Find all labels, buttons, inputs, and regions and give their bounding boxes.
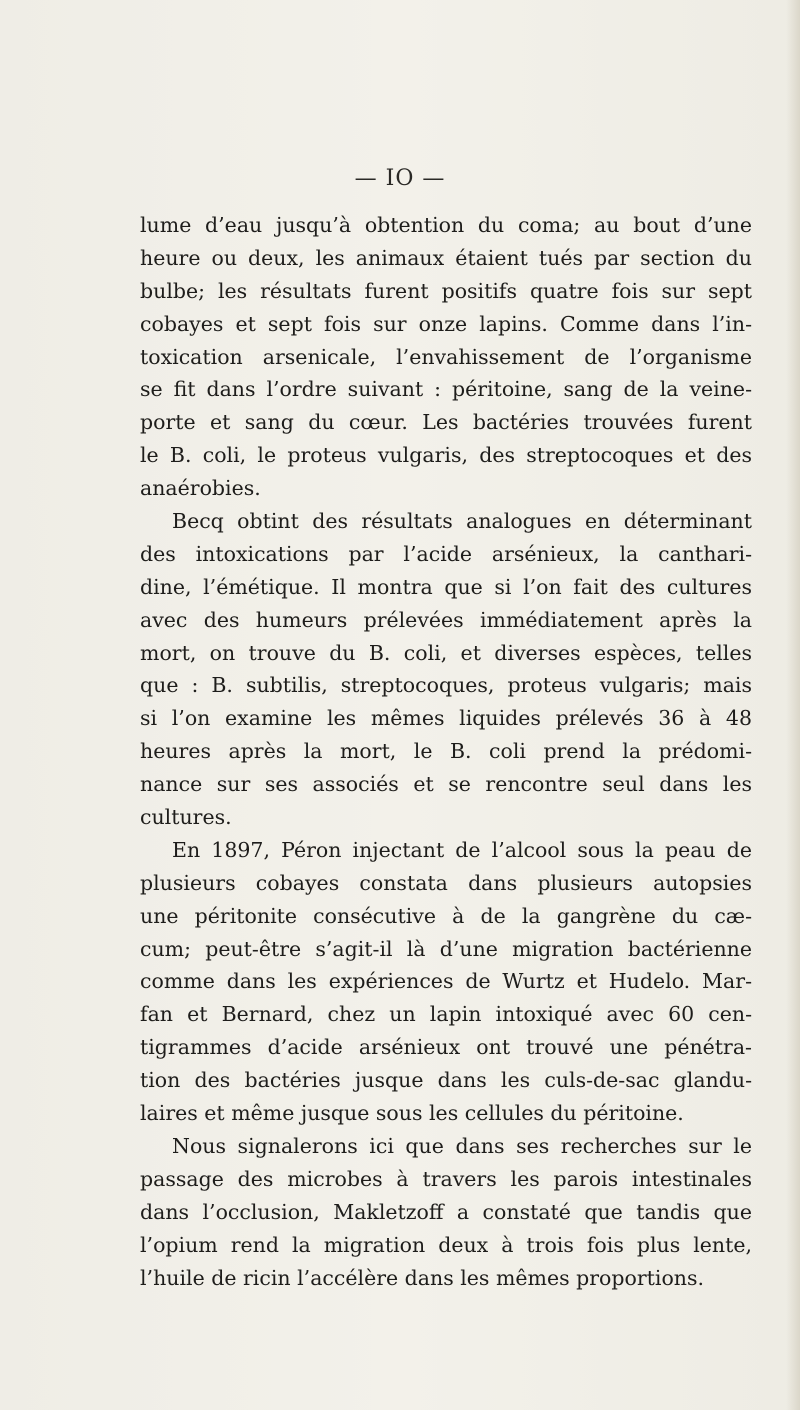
text-line-paragraph-end: laires et même jusque sous les cellules du péritoine.: [140, 1101, 684, 1126]
text-line-paragraph-end: l’huile de ricin l’accélère dans les mêmes proportions.: [140, 1265, 705, 1290]
text-line: cum; peut-être s’agit-il là d’une migration bactérienne: [140, 936, 752, 961]
text-line: si l’on examine les mêmes liquides prélevés 36 à 48: [140, 706, 752, 731]
text-line: se fit dans l’ordre suivant : péritoine, sang de la veine-: [140, 377, 752, 402]
text-line-paragraph-end: anaérobies.: [140, 476, 261, 501]
text-line: passage des microbes à travers les parois intestinales: [140, 1166, 752, 1191]
text-line: le B. coli, le proteus vulgaris, des streptocoques et des: [140, 443, 752, 468]
text-line-paragraph-start: En 1897, Péron injectant de l’alcool sous la peau de: [172, 837, 752, 862]
text-line: bulbe; les résultats furent positifs quatre fois sur sept: [140, 278, 752, 303]
text-line: plusieurs cobayes constata dans plusieurs autopsies: [140, 870, 752, 895]
page-edge-shadow: [786, 0, 800, 1410]
text-line: fan et Bernard, chez un lapin intoxiqué avec 60 cen-: [140, 1002, 752, 1027]
text-line-paragraph-start: Nous signalerons ici que dans ses recherches sur le: [172, 1133, 752, 1158]
text-line: comme dans les expériences de Wurtz et Hudelo. Mar-: [140, 969, 752, 994]
body-text: [140, 209, 752, 1294]
text-line: tion des bactéries jusque dans les culs-de-sac glandu-: [140, 1068, 752, 1093]
text-line: dans l’occlusion, Makletzoff a constaté que tandis que: [140, 1199, 752, 1224]
text-line: heures après la mort, le B. coli prend la prédomi-: [140, 739, 752, 764]
text-line: heure ou deux, les animaux étaient tués par section du: [140, 245, 752, 270]
text-line-paragraph-end: cultures.: [140, 805, 232, 830]
text-line: que : B. subtilis, streptocoques, proteus vulgaris; mais: [140, 673, 752, 698]
text-line-paragraph-start: Becq obtint des résultats analogues en déterminant: [172, 509, 752, 534]
text-line: porte et sang du cœur. Les bactéries trouvées furent: [140, 410, 752, 435]
text-line: dine, l’émétique. Il montra que si l’on fait des cultures: [140, 574, 752, 599]
text-line: nance sur ses associés et se rencontre seul dans les: [140, 772, 752, 797]
text-line: l’opium rend la migration deux à trois fois plus lente,: [140, 1232, 752, 1257]
text-line: cobayes et sept fois sur onze lapins. Comme dans l’in-: [140, 311, 752, 336]
text-line: avec des humeurs prélevées immédiatement après la: [140, 607, 752, 632]
text-line: toxication arsenicale, l’envahissement de l’organisme: [140, 344, 752, 369]
text-line: des intoxications par l’acide arsénieux, la canthari-: [140, 541, 752, 566]
text-line: tigrammes d’acide arsénieux ont trouvé une pénétra-: [140, 1035, 752, 1060]
text-line: mort, on trouve du B. coli, et diverses espèces, telles: [140, 640, 752, 665]
text-line: une péritonite consécutive à de la gangrène du cæ-: [140, 903, 752, 928]
page-number: — IO —: [354, 166, 446, 191]
text-line: lume d’eau jusqu’à obtention du coma; au bout d’une: [140, 213, 752, 237]
